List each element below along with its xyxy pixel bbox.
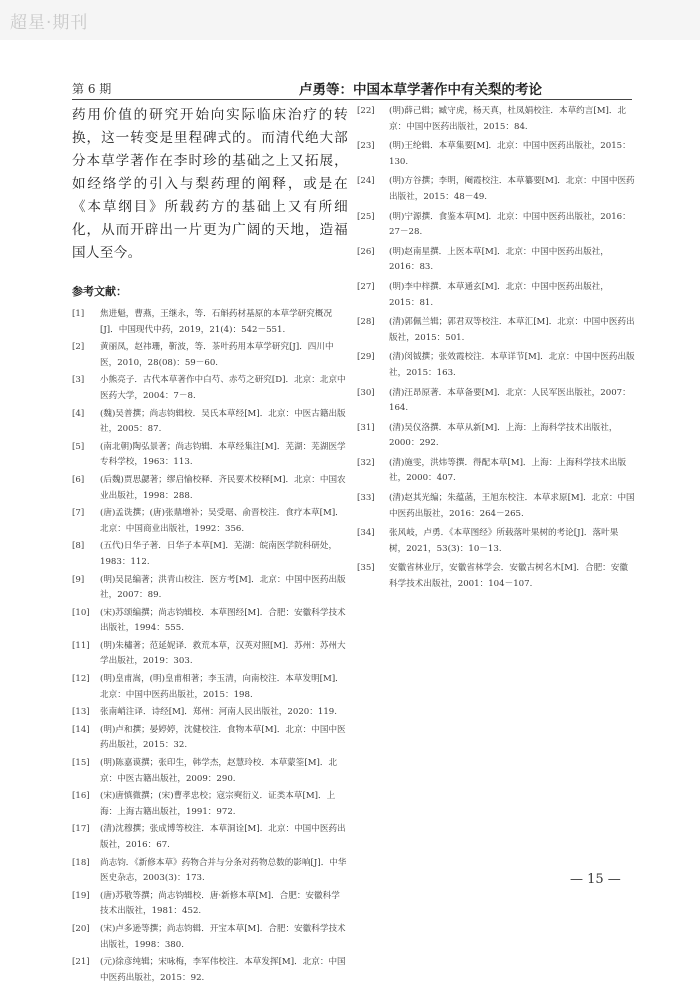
reference-number: [21] [72, 957, 90, 968]
reference-text: (元)徐彦纯辑；宋咏梅，李军伟校注．本草发挥[M]．北京：中国中医药出版社，2015：92. [100, 957, 346, 983]
reference-text: (明)陈嘉谟撰；张印生，韩学杰，赵慧玲校．本草蒙筌[M]．北京：中医古籍出版社，2009：290. [100, 758, 338, 784]
reference-number: [23] [357, 141, 375, 152]
reference-item [357, 421, 635, 452]
reference-text: (宋)唐慎微撰；(宋)曹孝忠校；寇宗奭衍义．证类本草[M]．上海：上海古籍出版社，1991：972. [100, 791, 336, 817]
reference-number: [17] [72, 824, 90, 835]
reference-item [72, 407, 348, 438]
page-number: — 15 — [570, 872, 621, 887]
reference-item [357, 456, 635, 487]
reference-item [72, 955, 348, 986]
reference-text: 黄丽凤，赵祎珊，靳波，等．茶叶药用本草学研究[J]．四川中医，2010，28(08)：59－60. [100, 342, 334, 368]
reference-text: (后魏)贾思勰著；缪启愉校释．齐民要术校释[M]．北京：中国农业出版社，1998：288. [100, 474, 346, 501]
reference-text: (南北朝)陶弘景著；尚志钧辑．本草经集注[M]．芜湖：芜湖医学专科学校，1963：113. [100, 441, 346, 468]
reference-number: [12] [72, 674, 90, 685]
reference-text: (明)王纶辑．本草集要[M]．北京：中国中医药出版社，2015：130. [389, 141, 631, 167]
reference-item [72, 639, 348, 670]
reference-item [357, 386, 635, 417]
reference-text: (明)宁源撰．食鉴本草[M]．北京：中国中医药出版社，2016：27－28. [389, 211, 631, 238]
body-paragraph: 药用价值的研究开始向实际临床治疗的转换，这一转变是里程碑式的。而清代绝大部分本草学著作在李时珍的基础之上又拓展，如经络学的引入与梨药理的阐释，或是在《本草纲目》所载药方的基础上又有所细化，从而开辟出一片更为广阔的天地，造福国人至今。 [72, 107, 348, 261]
reference-number: [1] [72, 309, 85, 319]
reference-text: 尚志钧．《新修本草》药物合并与分条对药物总数的影响[J]．中华医史杂志，2003(3)：173. [100, 857, 347, 884]
reference-item [72, 506, 348, 537]
reference-item [357, 210, 635, 241]
reference-number: [28] [357, 317, 375, 328]
reference-item [72, 307, 348, 338]
page-header [72, 78, 632, 98]
references-heading: 参考文献： [72, 285, 127, 298]
reference-text: (明)皇甫嵩，(明)皇甫相著；李玉清，向南校注．本草发明[M]．北京：中国中医药出版社，2015：198. [100, 674, 344, 700]
header-divider [72, 99, 632, 100]
reference-text: 小熊亮子．古代本草著作中白芍、赤芍之研究[D]．北京：北京中医药大学，2004：7－8. [100, 375, 346, 401]
reference-list-right [357, 104, 635, 593]
reference-item [357, 174, 635, 205]
reference-number: [3] [72, 375, 85, 386]
reference-item [357, 350, 635, 381]
reference-number: [33] [357, 493, 375, 504]
reference-text: (明)李中梓撰．本草通玄[M]．北京：中国中医药出版社，2015：81. [389, 281, 609, 308]
reference-item [72, 539, 348, 570]
reference-number: [2] [72, 342, 85, 353]
reference-text: 张南峭注译．诗经[M]．郑州：河南人民出版社，2020：119. [100, 707, 337, 718]
left-column [72, 104, 348, 988]
reference-item [72, 723, 348, 754]
top-banner [0, 0, 700, 40]
issue-number: 第 6 期 [72, 82, 112, 96]
reference-item [72, 856, 348, 887]
reference-number: [6] [72, 474, 85, 485]
reference-text: (明)吴昆编著；洪青山校注．医方考[M]．北京：中国中医药出版社，2007：89. [100, 574, 346, 601]
reference-number: [9] [72, 574, 85, 585]
reference-number: [22] [357, 106, 375, 116]
reference-text: (清)汪昂原著．本草备要[M]．北京：人民军医出版社，2007：164. [389, 387, 631, 414]
reference-number: [18] [72, 857, 90, 868]
reference-item [357, 526, 635, 557]
reference-number: [20] [72, 923, 90, 934]
reference-text: (清)郭佩兰辑；郭君双等校注．本草汇[M]．北京：中国中医药出版社，2015：501. [389, 317, 635, 343]
reference-text: (明)方谷撰；李明，阉霞校注．本草纂要[M]．北京：中国中医药出版社，2015：48－49. [389, 176, 635, 202]
reference-item [357, 315, 635, 346]
reference-number: [26] [357, 246, 375, 257]
reference-number: [7] [72, 508, 85, 519]
reference-text: (唐)苏敬等撰；尚志钧辑校．唐·新修本草[M]．合肥：安徽科学技术出版社，1981：452. [100, 890, 340, 917]
reference-text: (魏)吴普撰；尚志钧辑校．吴氏本草经[M]．北京：中医古籍出版社，2005：87. [100, 408, 346, 435]
watermark-logo: 超星·期刊 [10, 13, 89, 33]
reference-number: [13] [72, 707, 90, 718]
reference-item [72, 440, 348, 471]
reference-number: [14] [72, 724, 90, 735]
running-title: 卢勇等：中国本草学著作中有关梨的考论 [299, 82, 542, 98]
reference-text: (明)赵南星撰．上医本草[M]．北京：中国中医药出版社，2016：83. [389, 246, 609, 273]
reference-number: [5] [72, 441, 85, 452]
reference-item [357, 245, 635, 276]
reference-item [72, 373, 348, 404]
reference-text: (清)吴仪洛撰．本草从新[M]．上海：上海科学技术出版社，2000：292. [389, 422, 618, 449]
reference-item [72, 672, 348, 703]
reference-item [72, 606, 348, 637]
reference-text: (五代)日华子著．日华子本草[M]．芜湖：皖南医学院科研处，1983：112. [100, 541, 338, 567]
reference-item [72, 822, 348, 853]
reference-text: 安徽省林业厅，安徽省林学会．安徽古树名木[M]．合肥：安徽科学技术出版社，2001：104－107. [389, 563, 628, 590]
reference-number: [11] [72, 640, 90, 651]
reference-text: (清)施雯，洪炜等撰．得配本草[M]．上海：上海科学技术出版社，2000：407. [389, 457, 627, 484]
reference-number: [4] [72, 408, 85, 419]
reference-item [357, 280, 635, 311]
reference-text: 张风岐，卢勇．《本草图经》所载落叶果树的考论[J]．落叶果树，2021，53(3)：10－13. [389, 528, 619, 554]
reference-list-left [72, 307, 348, 986]
reference-number: [31] [357, 422, 375, 433]
reference-item [72, 889, 348, 920]
reference-text: (唐)孟诜撰；(唐)张鼎增补；吴受琚、俞晋校注．食疗本草[M]．北京：中国商业出版社，1992：356. [100, 508, 344, 534]
reference-number: [24] [357, 176, 375, 187]
reference-number: [27] [357, 281, 375, 292]
reference-number: [32] [357, 457, 375, 468]
reference-item [357, 561, 635, 592]
reference-item [357, 491, 635, 522]
reference-text: (宋)卢多逊等撰；尚志钧辑．开宝本草[M]．合肥：安徽科学技术出版社，1998：380. [100, 923, 346, 950]
reference-number: [30] [357, 387, 375, 398]
reference-number: [19] [72, 890, 90, 901]
reference-number: [16] [72, 791, 90, 802]
reference-item [357, 104, 635, 135]
reference-text: (明)朱橚著；范延妮译．救荒本草，汉英对照[M]．苏州：苏州大学出版社，2019：303. [100, 640, 346, 667]
reference-text: 焦进魁，曹燕，王继永，等．石斛药材基原的本草学研究概况[J]．中国现代中药，2019，21(4)：542－551. [100, 309, 333, 335]
reference-number: [35] [357, 563, 375, 574]
reference-number: [25] [357, 211, 375, 222]
reference-number: [15] [72, 758, 90, 769]
reference-number: [8] [72, 541, 85, 552]
reference-item [72, 473, 348, 504]
reference-item [72, 789, 348, 820]
reference-number: [29] [357, 352, 375, 363]
reference-text: (明)薛己辑；臧守虎，杨天真，杜凤娟校注．本草约言[M]．北京：中国中医药出版社，2015：84. [389, 106, 627, 132]
reference-item [357, 139, 635, 170]
reference-number: [10] [72, 607, 90, 618]
reference-text: (明)卢和撰；晏婷婷，沈健校注．食物本草[M]．北京：中国中医药出版社，2015：32. [100, 724, 346, 751]
reference-text: (清)赵其光编；朱蕴菡，王旭东校注．本草求原[M]．北京：中国中医药出版社，2016：264－265. [389, 493, 635, 519]
reference-item [72, 705, 348, 721]
reference-item [72, 340, 348, 371]
reference-item [72, 756, 348, 787]
reference-text: (宋)苏颂编撰；尚志钧辑校．本草图经[M]．合肥：安徽科学技术出版社，1994：555. [100, 607, 346, 634]
right-column [357, 104, 635, 597]
reference-item [72, 573, 348, 604]
reference-item [72, 922, 348, 953]
reference-text: (清)沈穆撰；张成博等校注．本草洞诠[M]．北京：中国中医药出版社，2016：67. [100, 824, 346, 850]
reference-number: [34] [357, 528, 375, 539]
reference-text: (清)闵钺撰；张效霞校注．本草详节[M]．北京：中国中医药出版社，2015：163. [389, 352, 635, 378]
